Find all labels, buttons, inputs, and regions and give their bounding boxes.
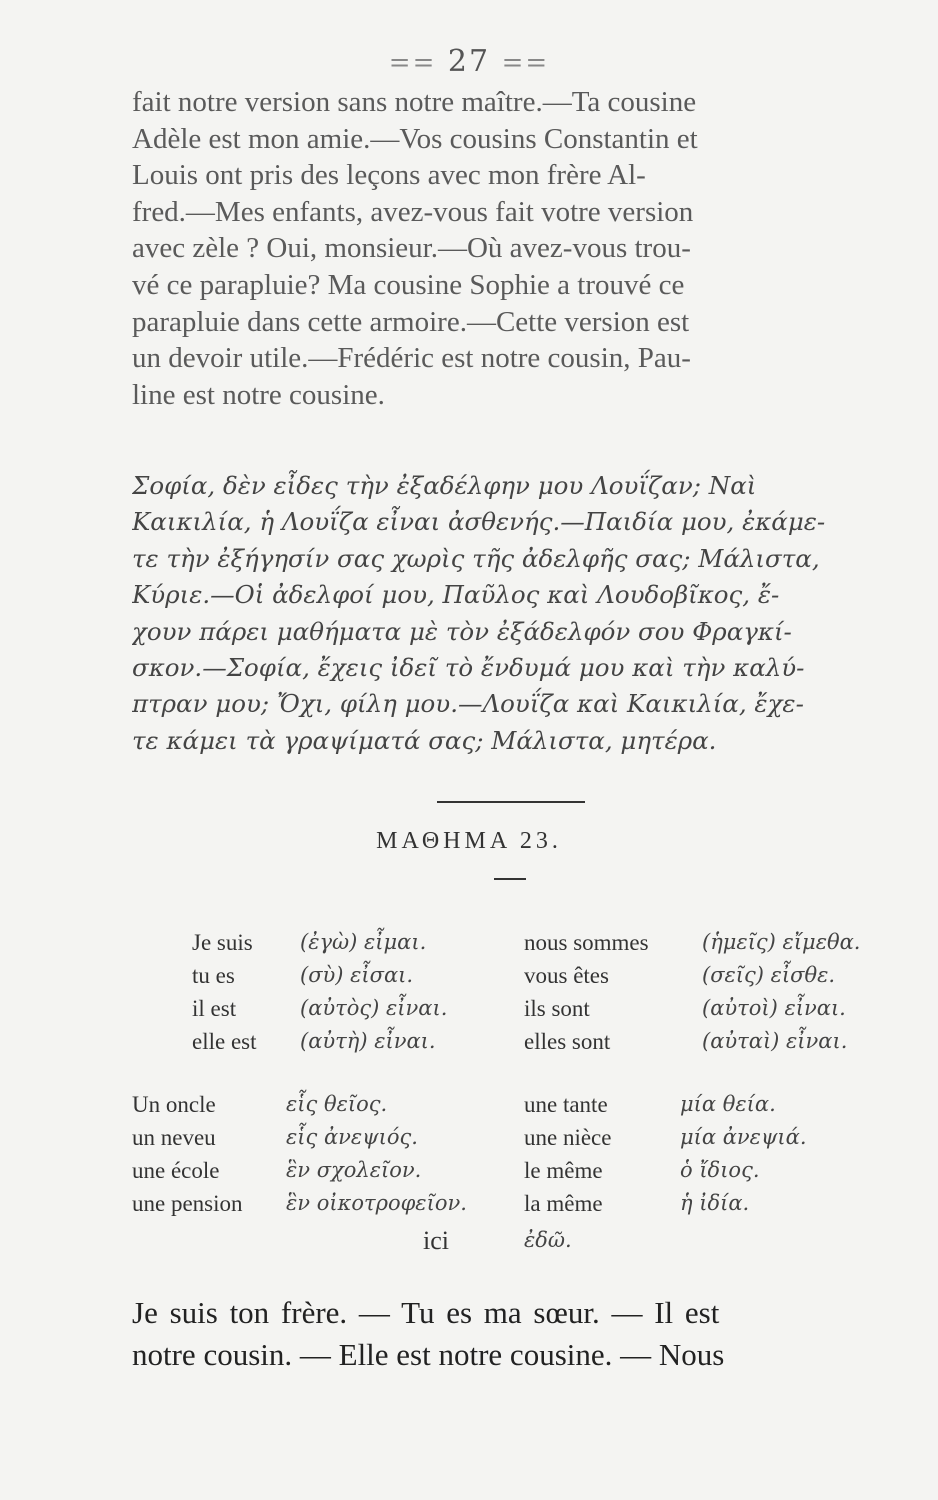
vocab-fr: un neveu <box>132 1125 216 1150</box>
greek-line: σκον.—Σοφία, ἔχεις ἰδεῖ τὸ ἔνδυμά μου καὶ τὴν καλύ- <box>132 653 805 683</box>
text-line: Je suis ton frère. — Tu es ma sœur. — Il est <box>132 1295 720 1330</box>
vocab-fr: une pension <box>132 1191 243 1216</box>
vocab-fr-2: une tante <box>524 1092 608 1117</box>
text-line: vé ce parapluie? Ma cousine Sophie a trouvé ce <box>132 268 685 301</box>
vocab-fr: une école <box>132 1158 220 1183</box>
vocab-fr-2: la même <box>524 1191 603 1216</box>
vocabulary-row <box>0 1088 938 1121</box>
conj-fr-singular: Je suis <box>192 930 253 955</box>
page-number-dash-right: == <box>501 48 550 78</box>
vocab-gr: ἐδῶ. <box>524 1228 572 1252</box>
vocab-gr-2: μία θεία. <box>680 1092 776 1116</box>
conj-gr-singular: (αὐτὴ) εἶναι. <box>300 1029 436 1053</box>
greek-line: Σοφία, δὲν εἶδες τὴν ἐξαδέλφην μου Λουΐζαν; Ναὶ <box>132 471 757 500</box>
vocabulary-row <box>0 1187 938 1220</box>
french-exercise-paragraph <box>132 84 904 413</box>
conj-fr-singular: tu es <box>192 963 235 988</box>
conj-gr-plural: (σεῖς) εἶσθε. <box>702 963 836 987</box>
page-number-value: 27 <box>447 44 491 79</box>
text-line: Louis ont pris des leçons avec mon frère Al- <box>132 159 646 192</box>
text-line: avec zèle ? Oui, monsieur.—Où avez-vous trou- <box>132 232 691 265</box>
page-number-dash-left: == <box>388 48 437 78</box>
conjugation-row <box>0 1025 938 1058</box>
greek-line: τε τὴν ἐξήγησίν σας χωρὶς τῆς ἀδελφῆς σας; Μάλιστα, <box>132 543 820 573</box>
vocab-gr-2: μία ἀνεψιά. <box>680 1125 807 1149</box>
vocabulary-row <box>0 1154 938 1187</box>
vocabulary-row <box>0 1121 938 1154</box>
greek-line: Καικιλία, ἡ Λουΐζα εἶναι ἀσθενής.—Παιδία μου, ἐκάμε- <box>132 507 826 537</box>
conj-gr-plural: (ἡμεῖς) εἴμεθα. <box>702 930 861 954</box>
vocab-gr: εἷς ἀνεψιός. <box>286 1125 418 1149</box>
vocab-gr: εἷς θεῖος. <box>286 1092 388 1116</box>
text-line: fred.—Mes enfants, avez-vous fait votre version <box>132 195 694 228</box>
conj-fr-singular: elle est <box>192 1029 257 1054</box>
greek-line: χουν πάρει μαθήματα μὲ τὸν ἐξάδελφόν σου Φραγκί- <box>132 616 792 646</box>
section-divider <box>437 801 585 803</box>
conj-gr-singular: (σὺ) εἶσαι. <box>300 963 414 987</box>
page-number <box>0 44 938 79</box>
vocab-fr-2: une nièce <box>524 1125 612 1150</box>
greek-line: πτραν μου; Ὄχι, φίλη μου.—Λουΐζα καὶ Καικιλία, ἔχε- <box>132 689 804 719</box>
greek-exercise-paragraph <box>132 468 904 759</box>
vocabulary-row <box>0 1224 938 1257</box>
exercise-text <box>132 1292 904 1376</box>
vocab-fr: ici <box>423 1226 449 1255</box>
conj-fr-plural: vous êtes <box>524 963 609 988</box>
conj-fr-plural: elles sont <box>524 1029 611 1054</box>
lesson-title: ΜΑΘΗΜΑ 23. <box>376 828 562 854</box>
conj-fr-singular: il est <box>192 996 237 1021</box>
vocab-gr-2: ὁ ἴδιος. <box>680 1158 760 1182</box>
text-line: un devoir utile.—Frédéric est notre cousin, Pau- <box>132 342 691 375</box>
conj-fr-plural: ils sont <box>524 996 590 1021</box>
greek-line: Κύριε.—Οἱ ἀδελφοί μου, Παῦλος καὶ Λουδοβῖκος, ἔ- <box>132 580 780 610</box>
greek-line: τε κάμει τὰ γραψίματά σας; Μάλιστα, μητέρα. <box>132 725 717 755</box>
conj-gr-singular: (αὐτὸς) εἶναι. <box>300 996 448 1020</box>
conj-fr-plural: nous sommes <box>524 930 649 955</box>
conj-gr-plural: (αὐταὶ) εἶναι. <box>702 1029 848 1053</box>
vocab-gr: ἓν οἰκοτροφεῖον. <box>286 1191 467 1215</box>
conjugation-row <box>0 992 938 1025</box>
text-line: fait notre version sans notre maître.—Ta cousine <box>132 86 697 118</box>
vocab-fr: Un oncle <box>132 1092 216 1117</box>
conjugation-row <box>0 926 938 959</box>
title-underline <box>494 878 526 880</box>
conjugation-row <box>0 959 938 992</box>
text-line: notre cousin. — Elle est notre cousine. — Nous <box>132 1337 725 1372</box>
vocab-gr: ἓν σχολεῖον. <box>286 1158 422 1182</box>
conj-gr-plural: (αὐτοὶ) εἶναι. <box>702 996 846 1020</box>
text-line: line est notre cousine. <box>132 378 385 411</box>
vocab-gr-2: ἡ ἰδία. <box>680 1191 750 1215</box>
text-line: parapluie dans cette armoire.—Cette version est <box>132 305 690 338</box>
text-line: Adèle est mon amie.—Vos cousins Constantin et <box>132 122 698 155</box>
conj-gr-singular: (ἐγὼ) εἶμαι. <box>300 930 427 954</box>
vocab-fr-2: le même <box>524 1158 603 1183</box>
